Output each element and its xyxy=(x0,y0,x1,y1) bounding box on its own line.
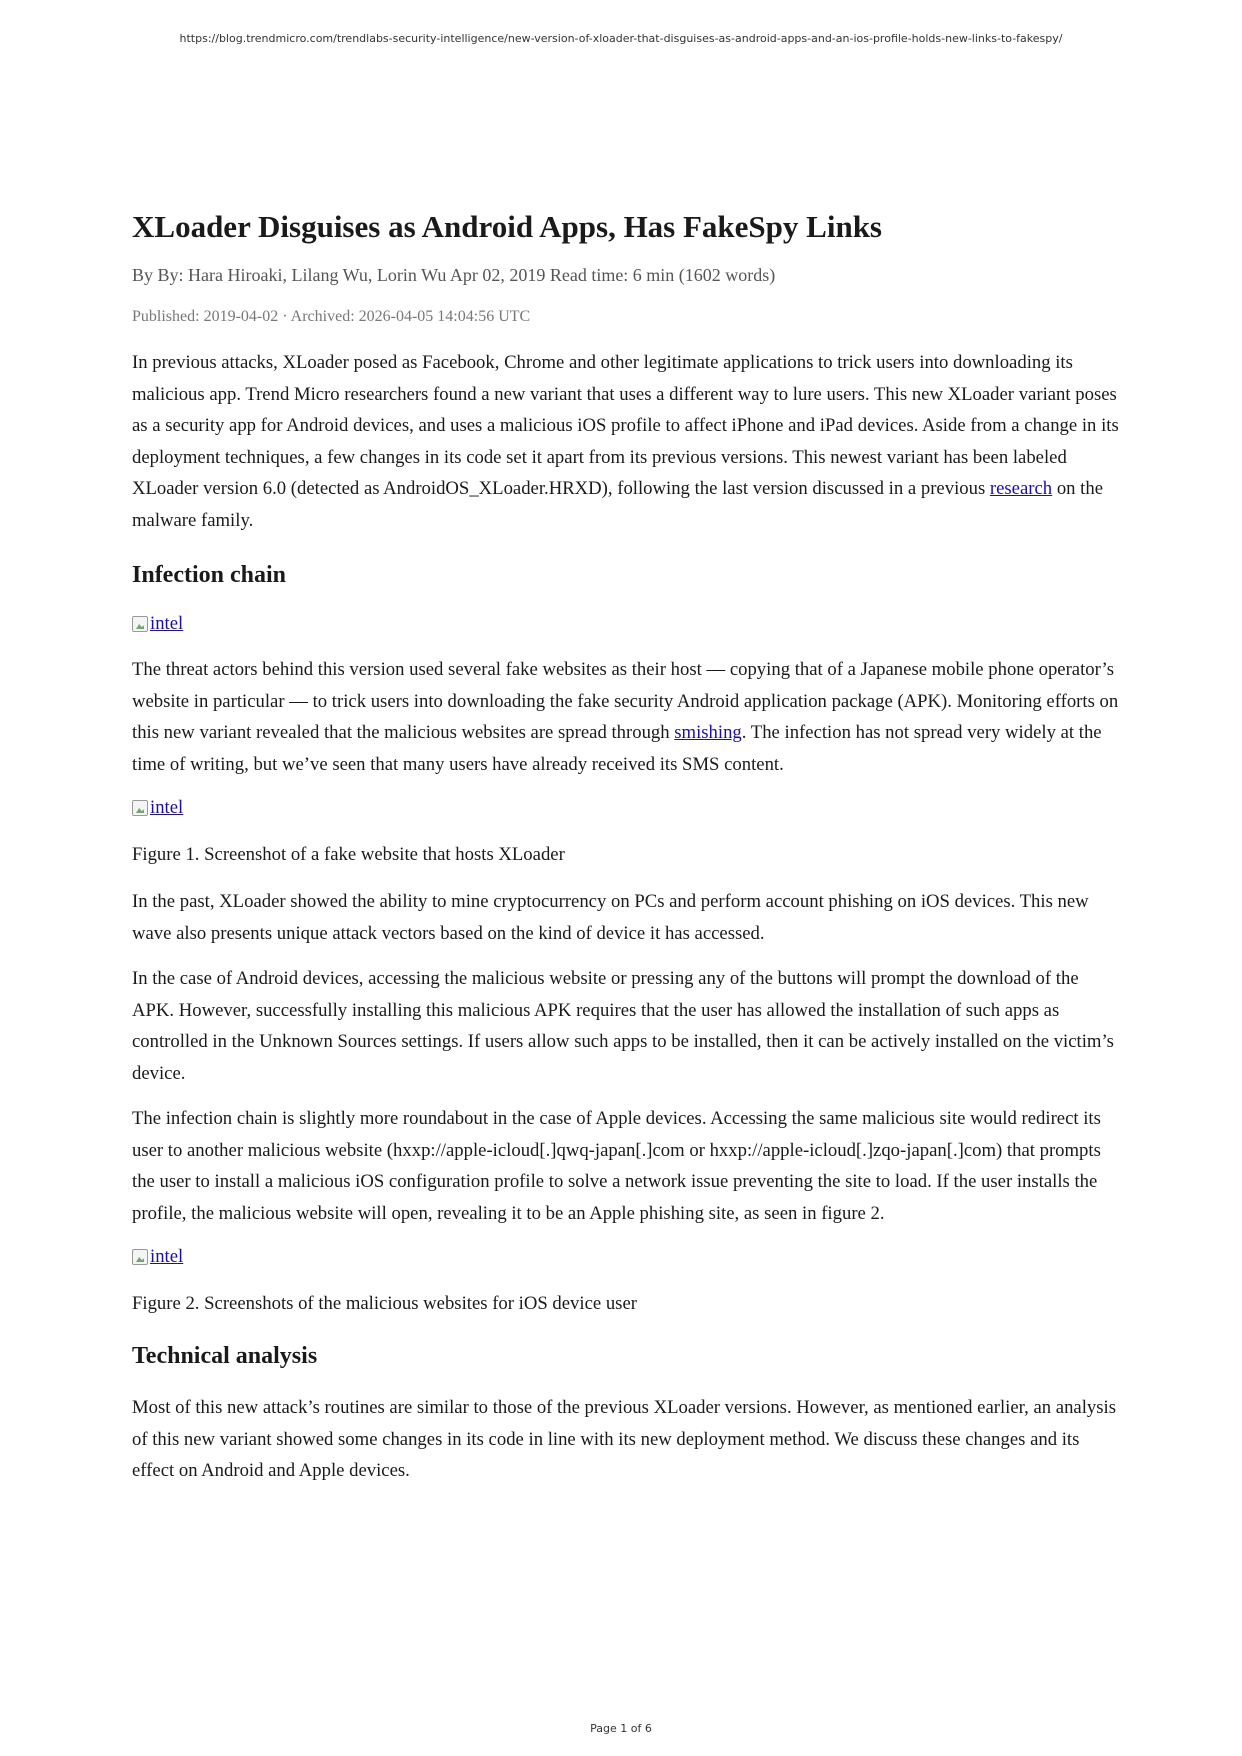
image-block-1 xyxy=(132,610,1122,638)
image-block-2 xyxy=(132,794,1122,822)
threat-text-start: The threat actors behind this version used several fake websites as their host — copying that of a Japanese mobile phone operator’s website in particular — to trick users into downloading the fake security Android application package (APK). Monitoring efforts on this new variant revealed that the malicious websites are spread through xyxy=(132,659,1119,743)
image-alt-text-1: intel xyxy=(150,613,184,634)
heading-infection-chain: Infection chain xyxy=(132,562,287,588)
image-alt-text-3: intel xyxy=(150,1246,184,1267)
image-alt-text-2: intel xyxy=(150,797,184,818)
broken-image-icon xyxy=(132,616,148,632)
apple-paragraph: The infection chain is slightly more roundabout in the case of Apple devices. Accessing the same malicious site would redirect its user to another malicious website (hxxp://apple-icloud[.]qwq-japan[.]com or hxxp://apple-icloud[.]zqo-japan[.]com) that prompts the user to install a malicious iOS configuration profile to solve a network issue preventing the site to load. If the user installs the profile, the malicious website will open, revealing it to be an Apple phishing site, as seen in figure 2. xyxy=(132,1108,1101,1224)
android-paragraph: In the case of Android devices, accessing the malicious website or pressing any of the buttons will prompt the download of the APK. However, successfully installing this malicious APK requires that the user has allowed the installation of such apps as controlled in the Unknown Sources settings. If users allow such apps to be installed, then it can be actively installed on the victim’s device. xyxy=(132,968,1114,1084)
heading-technical-analysis: Technical analysis xyxy=(132,1343,318,1369)
article xyxy=(132,203,1122,1487)
smishing-link[interactable]: smishing xyxy=(674,722,742,743)
image-link-2[interactable] xyxy=(132,794,183,822)
figure-2-caption: Figure 2. Screenshots of the malicious websites for iOS device user xyxy=(132,1293,637,1314)
broken-image-icon xyxy=(132,800,148,816)
image-block-3 xyxy=(132,1243,1122,1271)
image-link-3[interactable] xyxy=(132,1243,183,1271)
broken-image-icon xyxy=(132,1249,148,1265)
article-title: XLoader Disguises as Android Apps, Has FakeSpy Links xyxy=(132,209,882,244)
image-link-1[interactable] xyxy=(132,610,183,638)
past-abilities-paragraph: In the past, XLoader showed the ability to mine cryptocurrency on PCs and perform account phishing on iOS devices. This new wave also presents unique attack vectors based on the kind of device it has accessed. xyxy=(132,891,1089,944)
technical-paragraph: Most of this new attack’s routines are similar to those of the previous XLoader versions. However, as mentioned earlier, an analysis of this new variant showed some changes in its code in line with its new deployment method. We discuss these changes and its effect on Android and Apple devices. xyxy=(132,1397,1117,1481)
intro-text-start: In previous attacks, XLoader posed as Facebook, Chrome and other legitimate applications to trick users into downloading its malicious app. Trend Micro researchers found a new variant that uses a different way to lure users. This new XLoader variant poses as a security app for Android devices, and uses a malicious iOS profile to affect iPhone and iPad devices. Aside from a change in its deployment techniques, a few changes in its code set it apart from its previous versions. This newest variant has been labeled XLoader version 6.0 (detected as AndroidOS_XLoader.HRXD), following the last version discussed in a previous xyxy=(132,352,1119,499)
page-number: Page 1 of 6 xyxy=(590,1722,652,1735)
intro-paragraph xyxy=(132,347,1122,536)
threat-actors-paragraph xyxy=(132,654,1122,780)
article-byline: By By: Hara Hiroaki, Lilang Wu, Lorin Wu Apr 02, 2019 Read time: 6 min (1602 words) xyxy=(132,265,776,285)
source-url: https://blog.trendmicro.com/trendlabs-security-intelligence/new-version-of-xloader-that-disguises-as-android-apps-and-an-ios-profile-holds-new-links-to-fakespy/ xyxy=(179,32,1063,45)
figure-1-caption: Figure 1. Screenshot of a fake website that hosts XLoader xyxy=(132,844,565,865)
intro-text-end: on the malware family. xyxy=(132,478,1104,531)
publication-info: Published: 2019-04-02 · Archived: 2026-04-05 14:04:56 UTC xyxy=(132,308,531,325)
threat-text-end: . The infection has not spread very widely at the time of writing, but we’ve seen that many users have already received its SMS content. xyxy=(132,722,1102,775)
research-link[interactable]: research xyxy=(989,478,1053,499)
